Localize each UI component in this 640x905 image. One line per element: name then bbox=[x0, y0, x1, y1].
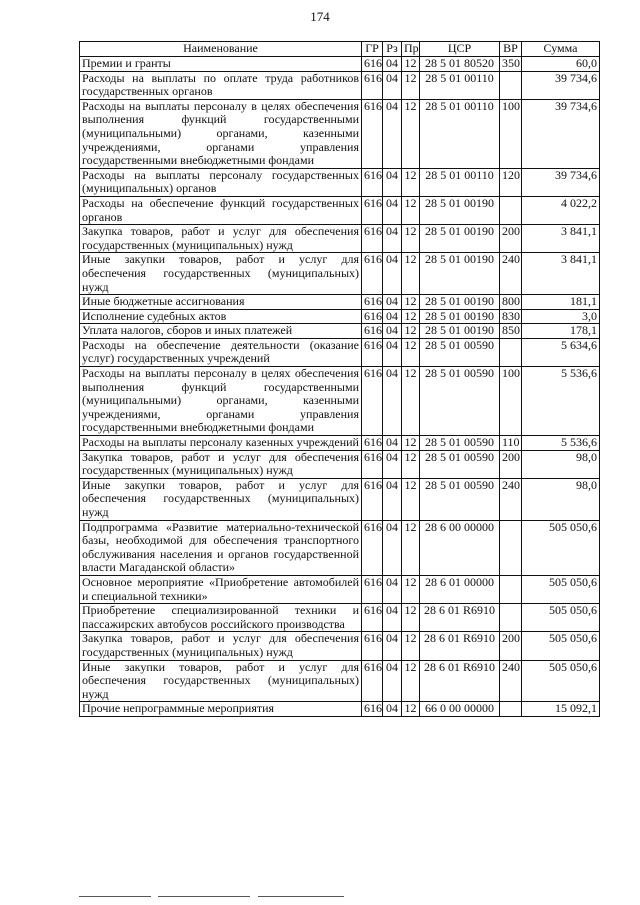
cell-pr: 12 bbox=[402, 338, 420, 366]
cell-sum: 5 536,6 bbox=[522, 367, 600, 436]
cell-sum: 5 634,6 bbox=[522, 338, 600, 366]
header-rz: Рз bbox=[383, 42, 402, 57]
cell-rz: 04 bbox=[383, 338, 402, 366]
cell-sum: 98,0 bbox=[522, 450, 600, 478]
cell-gr: 616 bbox=[362, 168, 383, 196]
table-row bbox=[80, 450, 600, 478]
cell-name: Расходы на выплаты персоналу казенных учреждений bbox=[80, 436, 362, 451]
table-row bbox=[80, 99, 600, 168]
cell-pr: 12 bbox=[402, 450, 420, 478]
cell-gr: 616 bbox=[362, 450, 383, 478]
cell-rz: 04 bbox=[383, 196, 402, 224]
cell-sum: 98,0 bbox=[522, 478, 600, 520]
table-row bbox=[80, 632, 600, 660]
cell-csr: 28 5 01 00190 bbox=[420, 309, 500, 324]
cell-vr bbox=[500, 702, 522, 717]
cell-gr: 616 bbox=[362, 196, 383, 224]
cell-vr: 800 bbox=[500, 295, 522, 310]
cell-gr: 616 bbox=[362, 324, 383, 339]
cell-rz: 04 bbox=[383, 168, 402, 196]
cell-rz: 04 bbox=[383, 57, 402, 72]
cell-gr: 616 bbox=[362, 71, 383, 99]
cell-pr: 12 bbox=[402, 99, 420, 168]
cell-pr: 12 bbox=[402, 478, 420, 520]
cell-rz: 04 bbox=[383, 450, 402, 478]
cell-csr: 28 5 01 00190 bbox=[420, 196, 500, 224]
cell-name: Закупка товаров, работ и услуг для обеспечения государственных (муниципальных) нужд bbox=[80, 632, 362, 660]
table-row bbox=[80, 575, 600, 603]
cell-pr: 12 bbox=[402, 632, 420, 660]
cell-sum: 3 841,1 bbox=[522, 253, 600, 295]
cell-rz: 04 bbox=[383, 324, 402, 339]
cell-rz: 04 bbox=[383, 71, 402, 99]
cell-vr: 240 bbox=[500, 253, 522, 295]
header-name: Наименование bbox=[80, 42, 362, 57]
cell-vr: 850 bbox=[500, 324, 522, 339]
cell-sum: 5 536,6 bbox=[522, 436, 600, 451]
table-row bbox=[80, 660, 600, 702]
cell-sum: 505 050,6 bbox=[522, 632, 600, 660]
cell-csr: 28 5 01 00190 bbox=[420, 253, 500, 295]
cell-name: Подпрограмма «Развитие материально-технической базы, необходимой для обеспечения транспортного обслуживания населения и органов государственной власти Магаданской области» bbox=[80, 520, 362, 575]
table-row bbox=[80, 324, 600, 339]
cell-name: Иные закупки товаров, работ и услуг для обеспечения государственных (муниципальных) нужд bbox=[80, 478, 362, 520]
cell-pr: 12 bbox=[402, 520, 420, 575]
cell-vr: 350 bbox=[500, 57, 522, 72]
cell-sum: 4 022,2 bbox=[522, 196, 600, 224]
cell-csr: 28 5 01 00190 bbox=[420, 225, 500, 253]
cell-pr: 12 bbox=[402, 71, 420, 99]
cell-vr bbox=[500, 604, 522, 632]
header-sum: Сумма bbox=[522, 42, 600, 57]
cell-gr: 616 bbox=[362, 338, 383, 366]
cell-rz: 04 bbox=[383, 575, 402, 603]
cell-sum: 39 734,6 bbox=[522, 168, 600, 196]
cell-pr: 12 bbox=[402, 604, 420, 632]
cell-gr: 616 bbox=[362, 478, 383, 520]
cell-vr bbox=[500, 196, 522, 224]
table-row bbox=[80, 309, 600, 324]
cell-gr: 616 bbox=[362, 660, 383, 702]
cell-rz: 04 bbox=[383, 253, 402, 295]
cell-sum: 15 092,1 bbox=[522, 702, 600, 717]
page-number: 174 bbox=[310, 9, 330, 24]
cell-rz: 04 bbox=[383, 632, 402, 660]
cell-sum: 505 050,6 bbox=[522, 660, 600, 702]
table-row bbox=[80, 295, 600, 310]
cell-sum: 39 734,6 bbox=[522, 99, 600, 168]
cell-csr: 28 5 01 00590 bbox=[420, 338, 500, 366]
cell-vr: 240 bbox=[500, 478, 522, 520]
cell-name: Иные закупки товаров, работ и услуг для обеспечения государственных (муниципальных) нужд bbox=[80, 253, 362, 295]
cell-name: Расходы на обеспечение деятельности (оказание услуг) государственных учреждений bbox=[80, 338, 362, 366]
cell-csr: 28 6 01 00000 bbox=[420, 575, 500, 603]
table-row bbox=[80, 520, 600, 575]
cell-vr: 100 bbox=[500, 367, 522, 436]
cell-gr: 616 bbox=[362, 575, 383, 603]
cell-pr: 12 bbox=[402, 168, 420, 196]
cell-gr: 616 bbox=[362, 632, 383, 660]
cell-csr: 28 6 01 R6910 bbox=[420, 604, 500, 632]
cell-sum: 3 841,1 bbox=[522, 225, 600, 253]
cell-pr: 12 bbox=[402, 660, 420, 702]
cell-vr: 120 bbox=[500, 168, 522, 196]
cell-csr: 28 5 01 00190 bbox=[420, 295, 500, 310]
cell-rz: 04 bbox=[383, 702, 402, 717]
table-header-row bbox=[80, 42, 600, 57]
cell-rz: 04 bbox=[383, 436, 402, 451]
footer-rule bbox=[79, 896, 151, 897]
cell-vr: 100 bbox=[500, 99, 522, 168]
cell-pr: 12 bbox=[402, 295, 420, 310]
table-row bbox=[80, 367, 600, 436]
cell-pr: 12 bbox=[402, 436, 420, 451]
cell-vr: 830 bbox=[500, 309, 522, 324]
cell-csr: 28 6 01 R6910 bbox=[420, 632, 500, 660]
table-row bbox=[80, 57, 600, 72]
cell-gr: 616 bbox=[362, 309, 383, 324]
cell-rz: 04 bbox=[383, 309, 402, 324]
cell-gr: 616 bbox=[362, 253, 383, 295]
cell-name: Закупка товаров, работ и услуг для обеспечения государственных (муниципальных) нужд bbox=[80, 225, 362, 253]
cell-gr: 616 bbox=[362, 436, 383, 451]
cell-name: Расходы на выплаты персоналу в целях обеспечения выполнения функций государственными (муниципальными) органами, казенными учреждениями, органами управления государственными внебюджетными фондами bbox=[80, 99, 362, 168]
cell-name: Расходы на выплаты персоналу в целях обеспечения выполнения функций государственными (муниципальными) органами, казенными учреждениями, органами управления государственными внебюджетными фондами bbox=[80, 367, 362, 436]
cell-gr: 616 bbox=[362, 225, 383, 253]
table-row bbox=[80, 253, 600, 295]
table-row bbox=[80, 436, 600, 451]
cell-csr: 28 6 00 00000 bbox=[420, 520, 500, 575]
cell-name: Приобретение специализированной техники и пассажирских автобусов российского производства bbox=[80, 604, 362, 632]
cell-vr: 240 bbox=[500, 660, 522, 702]
cell-pr: 12 bbox=[402, 196, 420, 224]
cell-gr: 616 bbox=[362, 295, 383, 310]
cell-rz: 04 bbox=[383, 478, 402, 520]
cell-sum: 505 050,6 bbox=[522, 520, 600, 575]
table-row bbox=[80, 478, 600, 520]
cell-gr: 616 bbox=[362, 367, 383, 436]
cell-rz: 04 bbox=[383, 520, 402, 575]
header-pr: Пр bbox=[402, 42, 420, 57]
cell-rz: 04 bbox=[383, 660, 402, 702]
cell-sum: 181,1 bbox=[522, 295, 600, 310]
cell-csr: 28 5 01 00590 bbox=[420, 478, 500, 520]
cell-pr: 12 bbox=[402, 324, 420, 339]
cell-name: Прочие непрограммные мероприятия bbox=[80, 702, 362, 717]
cell-sum: 60,0 bbox=[522, 57, 600, 72]
header-vr: ВР bbox=[500, 42, 522, 57]
cell-name: Премии и гранты bbox=[80, 57, 362, 72]
cell-csr: 28 6 01 R6910 bbox=[420, 660, 500, 702]
cell-name: Иные бюджетные ассигнования bbox=[80, 295, 362, 310]
cell-sum: 178,1 bbox=[522, 324, 600, 339]
cell-sum: 505 050,6 bbox=[522, 575, 600, 603]
footer-rule bbox=[258, 896, 344, 897]
header-csr: ЦСР bbox=[420, 42, 500, 57]
cell-sum: 3,0 bbox=[522, 309, 600, 324]
cell-rz: 04 bbox=[383, 367, 402, 436]
cell-csr: 28 5 01 00590 bbox=[420, 367, 500, 436]
table-row bbox=[80, 702, 600, 717]
table-row bbox=[80, 225, 600, 253]
cell-name: Расходы на выплаты по оплате труда работников государственных органов bbox=[80, 71, 362, 99]
cell-name: Уплата налогов, сборов и иных платежей bbox=[80, 324, 362, 339]
cell-pr: 12 bbox=[402, 225, 420, 253]
cell-pr: 12 bbox=[402, 57, 420, 72]
cell-gr: 616 bbox=[362, 57, 383, 72]
cell-csr: 28 5 01 00590 bbox=[420, 436, 500, 451]
cell-vr bbox=[500, 520, 522, 575]
cell-pr: 12 bbox=[402, 702, 420, 717]
header-gr: ГР bbox=[362, 42, 383, 57]
cell-rz: 04 bbox=[383, 225, 402, 253]
cell-csr: 28 5 01 80520 bbox=[420, 57, 500, 72]
cell-gr: 616 bbox=[362, 702, 383, 717]
cell-vr: 200 bbox=[500, 225, 522, 253]
budget-table bbox=[79, 41, 600, 717]
cell-vr: 200 bbox=[500, 450, 522, 478]
table-row bbox=[80, 71, 600, 99]
cell-rz: 04 bbox=[383, 295, 402, 310]
cell-rz: 04 bbox=[383, 604, 402, 632]
cell-vr: 110 bbox=[500, 436, 522, 451]
cell-csr: 66 0 00 00000 bbox=[420, 702, 500, 717]
cell-csr: 28 5 01 00110 bbox=[420, 168, 500, 196]
cell-csr: 28 5 01 00110 bbox=[420, 71, 500, 99]
cell-csr: 28 5 01 00590 bbox=[420, 450, 500, 478]
cell-name: Расходы на выплаты персоналу государственных (муниципальных) органов bbox=[80, 168, 362, 196]
table-body bbox=[80, 57, 600, 717]
cell-name: Исполнение судебных актов bbox=[80, 309, 362, 324]
cell-name: Основное мероприятие «Приобретение автомобилей и специальной техники» bbox=[80, 575, 362, 603]
cell-sum: 39 734,6 bbox=[522, 71, 600, 99]
cell-pr: 12 bbox=[402, 309, 420, 324]
cell-gr: 616 bbox=[362, 520, 383, 575]
table-row bbox=[80, 168, 600, 196]
table-row bbox=[80, 196, 600, 224]
cell-vr: 200 bbox=[500, 632, 522, 660]
cell-csr: 28 5 01 00110 bbox=[420, 99, 500, 168]
cell-pr: 12 bbox=[402, 253, 420, 295]
cell-gr: 616 bbox=[362, 99, 383, 168]
table-row bbox=[80, 338, 600, 366]
cell-vr bbox=[500, 575, 522, 603]
footer-rule bbox=[158, 896, 250, 897]
cell-rz: 04 bbox=[383, 99, 402, 168]
cell-sum: 505 050,6 bbox=[522, 604, 600, 632]
cell-name: Расходы на обеспечение функций государственных органов bbox=[80, 196, 362, 224]
cell-vr bbox=[500, 71, 522, 99]
cell-name: Закупка товаров, работ и услуг для обеспечения государственных (муниципальных) нужд bbox=[80, 450, 362, 478]
cell-csr: 28 5 01 00190 bbox=[420, 324, 500, 339]
cell-vr bbox=[500, 338, 522, 366]
cell-pr: 12 bbox=[402, 367, 420, 436]
cell-pr: 12 bbox=[402, 575, 420, 603]
cell-gr: 616 bbox=[362, 604, 383, 632]
cell-name: Иные закупки товаров, работ и услуг для обеспечения государственных (муниципальных) нужд bbox=[80, 660, 362, 702]
table-row bbox=[80, 604, 600, 632]
